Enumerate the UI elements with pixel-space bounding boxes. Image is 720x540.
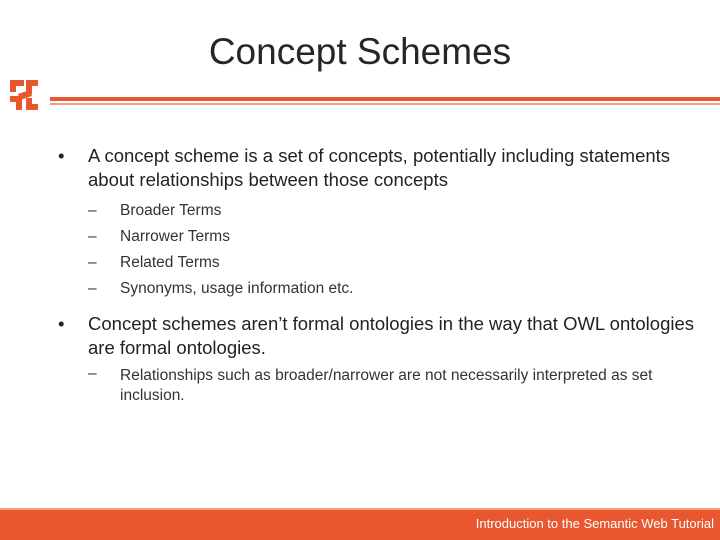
dash-marker: – — [88, 280, 97, 297]
bullet-item — [58, 144, 698, 192]
slide-content — [58, 144, 698, 406]
dash-marker: – — [88, 365, 97, 382]
bullet-item — [58, 312, 698, 360]
slide-title: Concept Schemes — [208, 31, 512, 72]
footer-bar — [0, 508, 720, 540]
sub-item — [58, 364, 698, 406]
sub-item — [58, 224, 698, 250]
sub-item-text: Related Terms — [120, 254, 220, 271]
sub-item — [58, 198, 698, 224]
footer-divider — [0, 508, 720, 510]
bullet-marker: • — [58, 313, 65, 334]
tutorial-logo-icon — [4, 72, 44, 116]
sub-list — [58, 364, 698, 406]
sub-item — [58, 250, 698, 276]
bullet-text: A concept scheme is a set of concepts, potentially including statements about relationships between those concepts — [88, 145, 671, 190]
footer-text: Introduction to the Semantic Web Tutorial — [475, 516, 714, 531]
dash-marker: – — [88, 202, 97, 219]
bullet-text: Concept schemes aren’t formal ontologies in the way that OWL ontologies are formal ontologies. — [88, 313, 695, 358]
bullet-marker: • — [58, 145, 65, 166]
title-divider-light — [50, 103, 720, 105]
dash-marker: – — [88, 228, 97, 245]
title-divider — [50, 97, 720, 101]
sub-item-text: Broader Terms — [120, 202, 222, 219]
dash-marker: – — [88, 254, 97, 271]
sub-list — [58, 198, 698, 302]
sub-item-text: Relationships such as broader/narrower are not necessarily interpreted as set inclusion. — [120, 367, 653, 404]
sub-item-text: Narrower Terms — [120, 228, 230, 245]
sub-item — [58, 276, 698, 302]
sub-item-text: Synonyms, usage information etc. — [120, 280, 354, 297]
